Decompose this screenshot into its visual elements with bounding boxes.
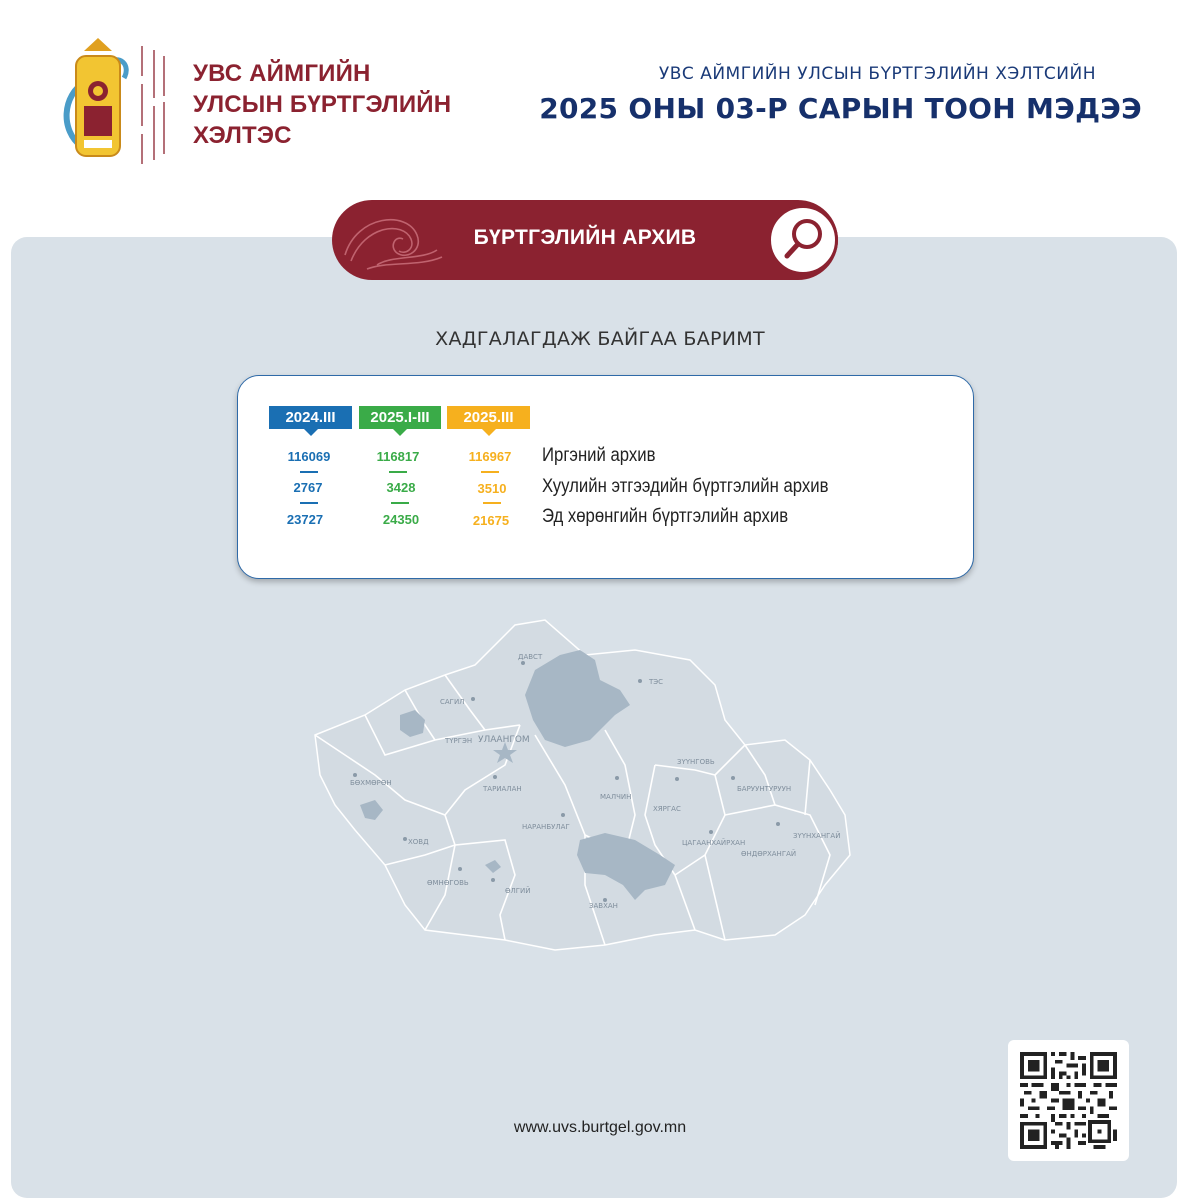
wave-ornament-icon	[337, 205, 447, 275]
map-label-davst: ДАВСТ	[518, 653, 543, 661]
map-label-tes: ТЭС	[649, 678, 664, 686]
province-map	[305, 615, 865, 955]
org-name-line2: УЛСЫН БҮРТГЭЛИЙН	[193, 91, 452, 118]
report-header	[539, 64, 1142, 125]
map-label-khovd: ХОВД	[408, 838, 429, 846]
map-label-tarialan: ТАРИАЛАН	[483, 785, 522, 793]
cell-value: 3510	[477, 481, 507, 496]
banner-title: БҮРТГЭЛИЙН АРХИВ	[473, 226, 697, 249]
cell-value: 24350	[382, 512, 420, 527]
map-label-zavkhan: ЗАВХАН	[589, 902, 618, 910]
map-label-olgii: ӨЛГИЙ	[505, 887, 531, 895]
divider	[389, 471, 407, 473]
cell-value: 116069	[287, 449, 331, 464]
map-label-tsagaankhairkhan: ЦАГААНХАЙРХАН	[682, 839, 746, 847]
cell-value: 116967	[468, 449, 512, 464]
org-name-line1: УВС АЙМГИЙН	[193, 60, 371, 87]
organization-logo	[56, 36, 176, 168]
map-label-ulaangom: УЛААНГОМ	[478, 735, 530, 745]
cell-value: 21675	[472, 513, 510, 528]
qr-code-icon	[1020, 1052, 1117, 1149]
cell-value: 3428	[386, 480, 416, 495]
cell-value: 2767	[293, 480, 323, 495]
section-title: ХАДГАЛАГДАЖ БАЙГАА БАРИМТ	[435, 328, 765, 350]
row-label: Хуулийн этгээдийн бүртгэлийн архив	[542, 476, 829, 497]
map-label-turgen: ТҮРГЭН	[445, 737, 473, 745]
magnifier-icon	[771, 208, 835, 272]
map-label-zuunkhangai: ЗҮҮНХАНГАЙ	[793, 832, 841, 840]
column-header-2025-iii: 2025.III	[447, 406, 530, 429]
divider	[391, 502, 409, 504]
map-label-khyargas: ХЯРГАС	[653, 805, 681, 813]
report-subtitle: УВС АЙМГИЙН УЛСЫН БҮРТГЭЛИЙН ХЭЛТСИЙН	[658, 64, 1096, 84]
map-label-sagil: САГИЛ	[440, 698, 465, 706]
organization-name	[193, 58, 451, 151]
divider	[300, 502, 318, 504]
column-header-2025-i-iii: 2025.I-III	[359, 406, 441, 429]
map-label-bokhmoron: БӨХМӨРӨН	[350, 779, 392, 787]
row-label: Иргэний архив	[542, 445, 656, 466]
map-label-malchin: МАЛЧИН	[600, 793, 632, 801]
map-label-ondorkhangai: ӨНДӨРХАНГАЙ	[741, 850, 797, 858]
divider	[483, 502, 501, 504]
map-label-zuungovi: ЗҮҮНГОВЬ	[677, 758, 715, 766]
column-header-2024-iii: 2024.III	[269, 406, 352, 429]
org-name-line3: ХЭЛТЭС	[193, 122, 292, 149]
divider	[300, 471, 318, 473]
map-label-omnogovi: ӨМНӨГОВЬ	[427, 879, 469, 887]
report-title: 2025 ОНЫ 03-Р САРЫН ТООН МЭДЭЭ	[539, 92, 1142, 125]
map-label-naranbulag: НАРАНБУЛАГ	[522, 823, 570, 831]
search-icon-holder	[768, 205, 838, 275]
divider	[481, 471, 499, 473]
cell-value: 116817	[376, 449, 420, 464]
row-label: Эд хөрөнгийн бүртгэлийн архив	[542, 506, 789, 527]
cell-value: 23727	[286, 512, 324, 527]
map-label-baruunturuun: БАРУУНТУРУУН	[737, 785, 792, 793]
website-link[interactable]: www.uvs.burtgel.gov.mn	[513, 1119, 687, 1136]
